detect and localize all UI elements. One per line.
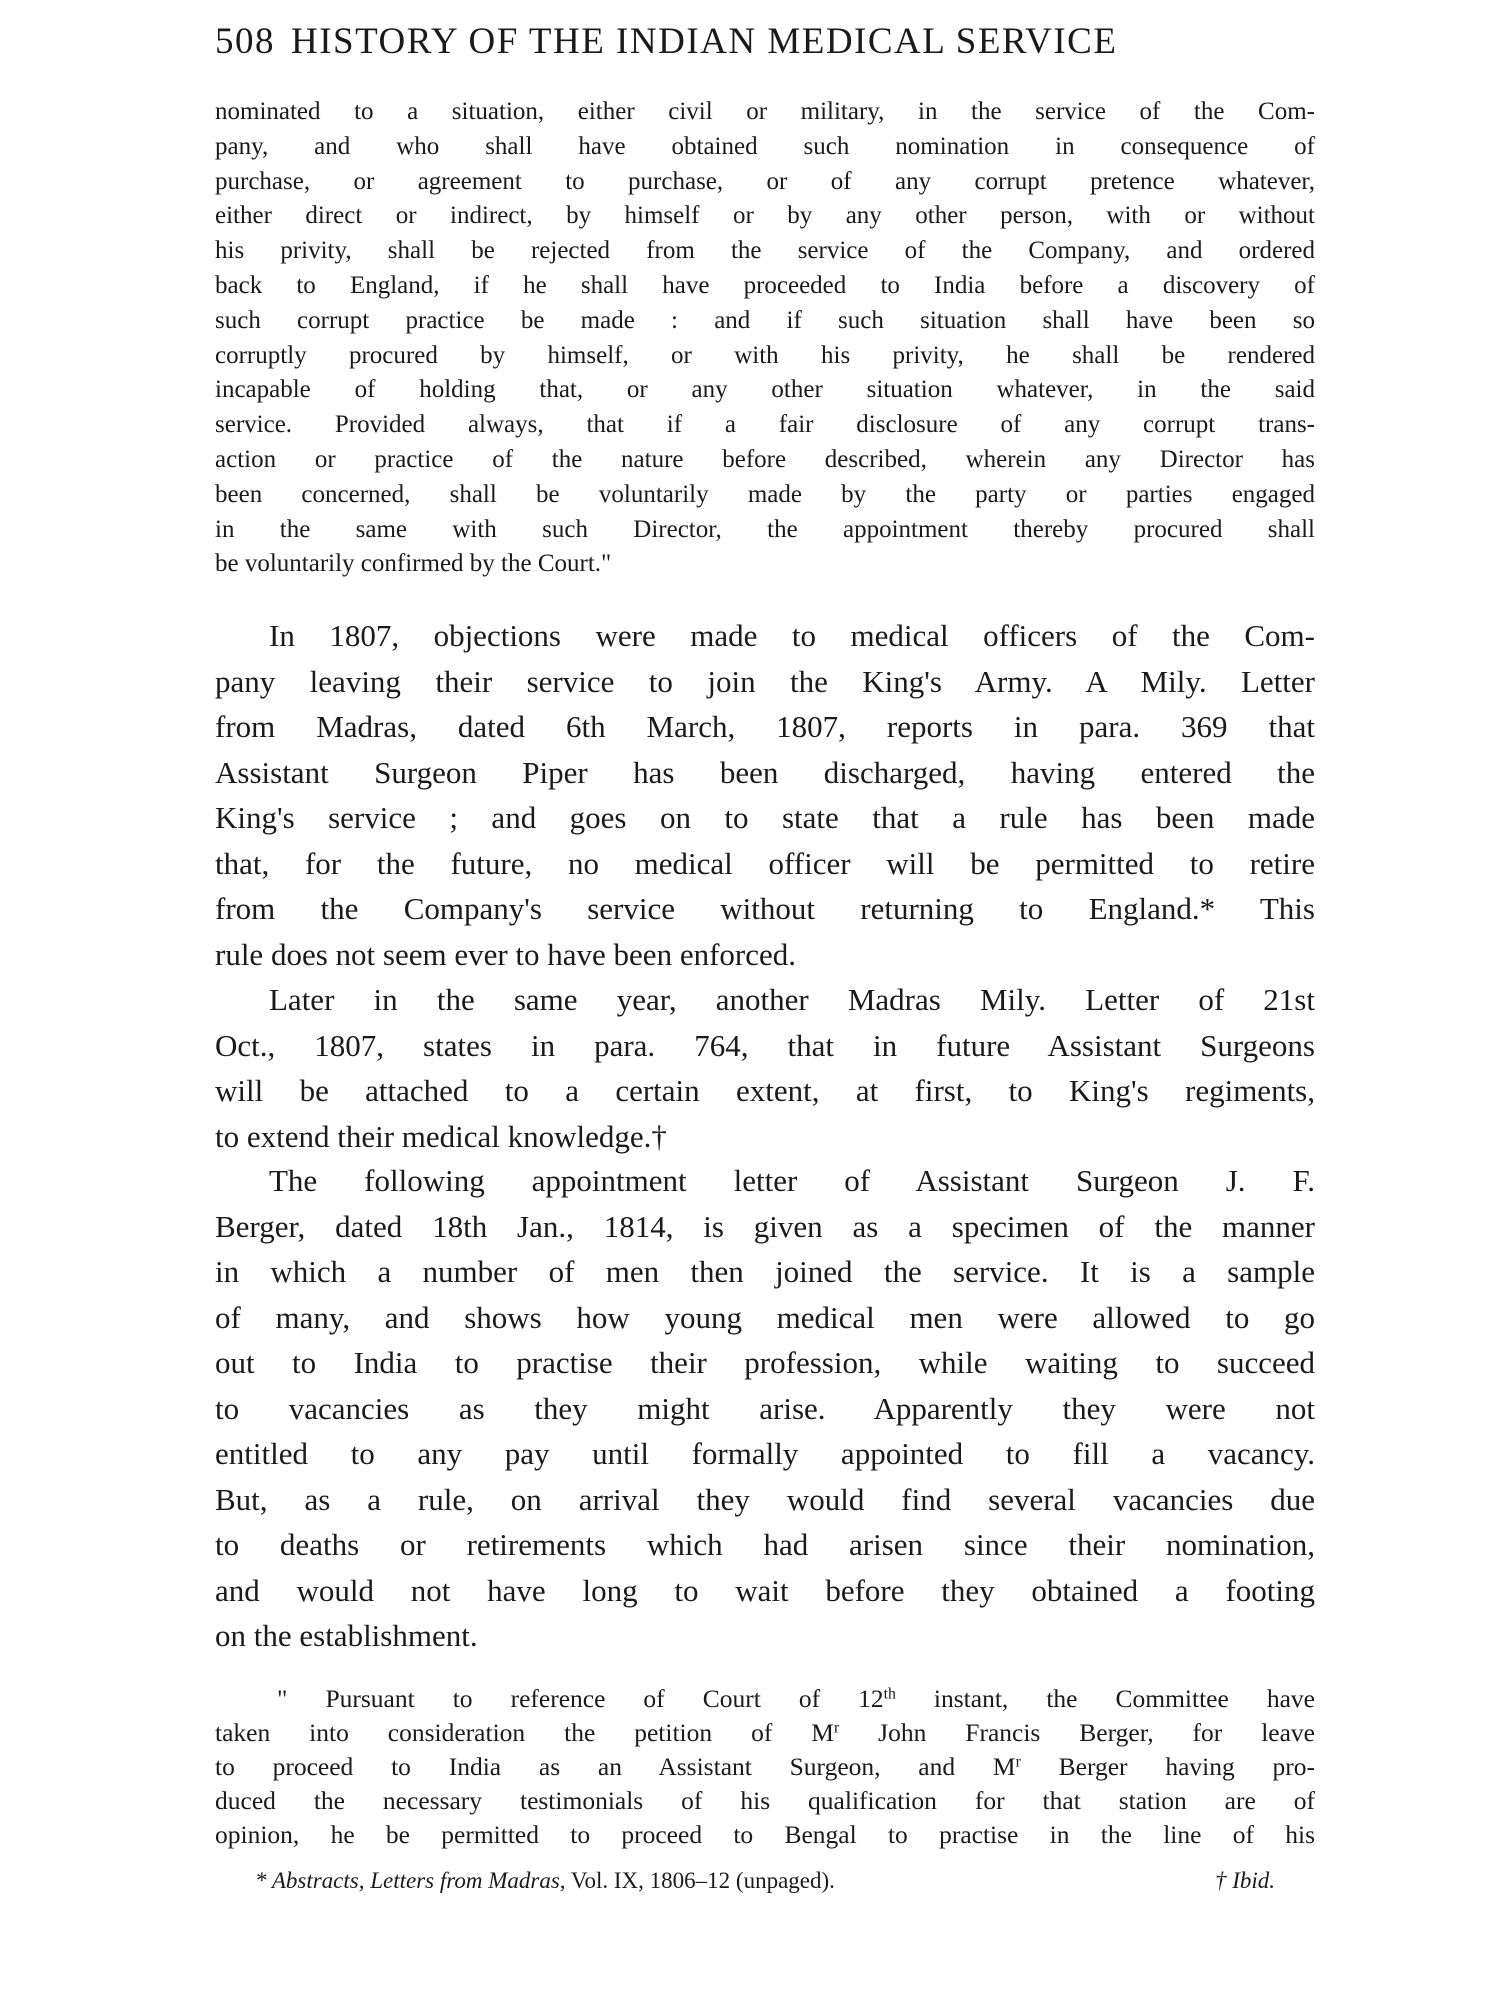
text-fragment: taken into consideration the petition of M	[215, 1718, 834, 1747]
text-line: his privity, shall be rejected from the service of the Company, and ordered	[215, 237, 1315, 265]
text-line: purchase, or agreement to purchase, or of any corrupt pretence whatever,	[215, 167, 1315, 195]
text-line: Berger, dated 18th Jan., 1814, is given as a specimen of the manner	[215, 1208, 1315, 1244]
text-line: Assistant Surgeon Piper has been discharged, having entered the	[215, 754, 1315, 790]
text-line: back to England, if he shall have proceeded to India before a discovery of	[215, 271, 1315, 299]
text-line: duced the necessary testimonials of his qualification for that station are of	[215, 1786, 1315, 1815]
footnote-1-source: * Abstracts, Letters from Madras,	[255, 1868, 566, 1893]
text-fragment: instant, the Committee have	[895, 1684, 1315, 1713]
text-line: in which a number of men then joined the service. It is a sample	[215, 1254, 1315, 1289]
text-line: that, for the future, no medical officer will be permitted to retire	[215, 845, 1315, 881]
text-fragment: Berger having pro-	[1020, 1752, 1315, 1781]
paragraph-1807-objections	[215, 613, 1315, 977]
footnote-2: † Ibid.	[1214, 1868, 1275, 1893]
running-head	[215, 20, 1275, 63]
text-line: pany, and who shall have obtained such nomination in consequence of	[215, 132, 1315, 160]
text-line: rule does not seem ever to have been enforced.	[215, 936, 796, 972]
text-line: in the same with such Director, the appointment thereby procured shall	[215, 515, 1315, 543]
text-line: from Madras, dated 6th March, 1807, reports in para. 369 that	[215, 709, 1315, 744]
superscript: th	[883, 1685, 896, 1703]
text-line: incapable of holding that, or any other situation whatever, in the said	[215, 376, 1315, 404]
text-line: In 1807, objections were made to medical officers of the Com-	[269, 618, 1315, 653]
quoted-committee-letter	[215, 1682, 1315, 1852]
text-line: Oct., 1807, states in para. 764, that in future Assistant Surgeons	[215, 1027, 1315, 1063]
text-line	[215, 1682, 1315, 1716]
book-title: HISTORY OF THE INDIAN MEDICAL SERVICE	[291, 21, 1118, 62]
text-line: be voluntarily confirmed by the Court."	[215, 550, 612, 578]
paragraph-later-same-year	[215, 977, 1315, 1159]
superscript: r	[1015, 1753, 1021, 1771]
page-number: 508	[215, 21, 275, 62]
text-line	[215, 1716, 1315, 1750]
text-line: But, as a rule, on arrival they would find several vacancies due	[215, 1481, 1315, 1517]
text-line: such corrupt practice be made : and if such situation shall have been so	[215, 306, 1315, 334]
paragraph-berger-appointment	[215, 1158, 1315, 1659]
text-line: The following appointment letter of Assistant Surgeon J. F.	[269, 1163, 1315, 1198]
text-fragment: " Pursuant to reference of Court of 12	[277, 1684, 884, 1713]
text-line: either direct or indirect, by himself or by any other person, with or without	[215, 202, 1315, 230]
text-line: on the establishment.	[215, 1618, 478, 1653]
text-line: action or practice of the nature before described, wherein any Director has	[215, 445, 1315, 473]
superscript: r	[833, 1719, 840, 1737]
quoted-regulation	[215, 95, 1315, 582]
text-line: King's service ; and goes on to state that a rule has been made	[215, 800, 1315, 835]
text-line: been concerned, shall be voluntarily made by the party or parties engaged	[215, 480, 1315, 508]
footnote-1	[255, 1868, 835, 1893]
text-line: out to India to practise their profession, while waiting to succeed	[215, 1345, 1315, 1380]
text-line: to deaths or retirements which had arisen since their nomination,	[215, 1527, 1315, 1562]
text-line: opinion, he be permitted to proceed to Bengal to practise in the line of his	[215, 1820, 1315, 1849]
text-line: will be attached to a certain extent, at first, to King's regiments,	[215, 1073, 1315, 1108]
text-fragment: to proceed to India as an Assistant Surgeon, and M	[215, 1752, 1016, 1781]
text-line: nominated to a situation, either civil or military, in the service of the Com-	[215, 98, 1315, 125]
text-line: entitled to any pay until formally appointed to fill a vacancy.	[215, 1436, 1315, 1471]
footnote-1-volume: Vol. IX, 1806–12 (unpaged).	[565, 1868, 835, 1893]
text-line: pany leaving their service to join the King's Army. A Mily. Letter	[215, 663, 1315, 699]
text-line: from the Company's service without returning to England.* This	[215, 891, 1315, 926]
text-line: to extend their medical knowledge.†	[215, 1118, 667, 1154]
text-fragment: John Francis Berger, for leave	[839, 1718, 1315, 1747]
text-line: of many, and shows how young medical men were allowed to go	[215, 1299, 1315, 1335]
text-line: service. Provided always, that if a fair disclosure of any corrupt trans-	[215, 411, 1315, 439]
text-line: and would not have long to wait before they obtained a footing	[215, 1572, 1315, 1608]
text-line: to vacancies as they might arise. Apparently they were not	[215, 1390, 1315, 1426]
footnotes	[255, 1868, 1315, 1894]
text-line: corruptly procured by himself, or with his privity, he shall be rendered	[215, 341, 1315, 369]
text-line: Later in the same year, another Madras Mily. Letter of 21st	[269, 982, 1315, 1017]
text-line	[215, 1750, 1315, 1784]
